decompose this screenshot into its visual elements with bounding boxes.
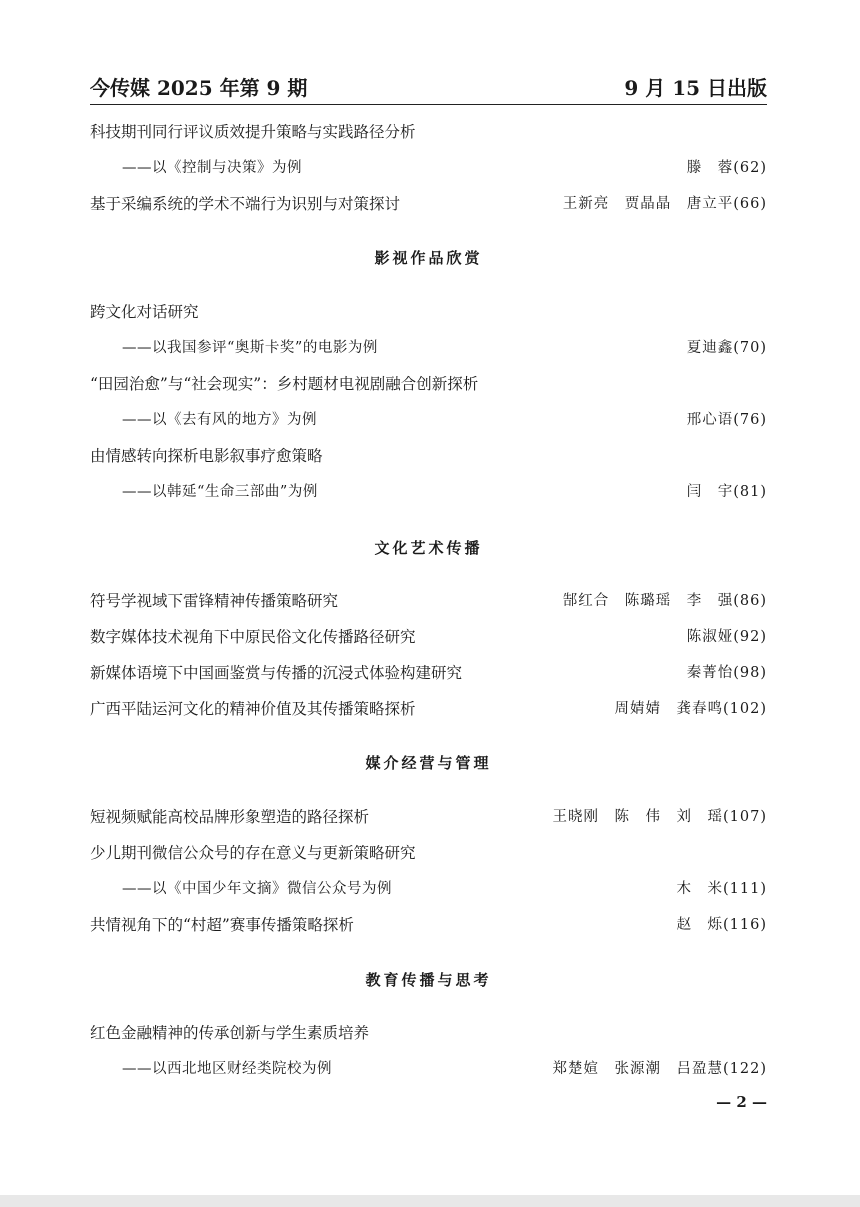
page-header: [90, 72, 767, 102]
article-title: 新媒体语境下中国画鉴赏与传播的沉浸式体验构建研究: [90, 664, 463, 682]
author-page: 木 米(111): [676, 881, 767, 897]
toc-entry: [90, 300, 767, 324]
article-title: 科技期刊同行评议质效提升策略与实践路径分析: [90, 123, 416, 141]
article-title: 跨文化对话研究: [90, 303, 199, 321]
toc-entry: [90, 805, 767, 829]
author-page: 王新亮 贾晶晶 唐立平(66): [562, 196, 767, 212]
author-page: 陈淑娅(92): [686, 629, 767, 645]
article-subtitle: ——以《中国少年文摘》微信公众号为例: [122, 881, 392, 897]
author-page: 郜红合 陈璐瑶 李 强(86): [562, 593, 767, 609]
section-heading: 文化艺术传播: [374, 539, 483, 557]
article-title: 数字媒体技术视角下中原民俗文化传播路径研究: [90, 628, 416, 646]
toc-subtitle-row: [90, 1057, 767, 1081]
section-heading: 媒介经营与管理: [365, 754, 492, 772]
article-title: “田园治愈”与“社会现实”：乡村题材电视剧融合创新探析: [90, 375, 479, 393]
article-subtitle: ——以西北地区财经类院校为例: [122, 1061, 332, 1077]
article-title: 广西平陆运河文化的精神价值及其传播策略探析: [90, 700, 416, 718]
journal-issue: 今传媒 2025 年第 9 期: [90, 76, 308, 100]
article-title: 少儿期刊微信公众号的存在意义与更新策略研究: [90, 844, 416, 862]
toc-entry: [90, 372, 767, 396]
article-subtitle: ——以《去有风的地方》为例: [122, 412, 317, 428]
article-title: 由情感转向探析电影叙事疗愈策略: [90, 447, 323, 465]
page-number: — 2 —: [716, 1093, 767, 1111]
section-heading: 影视作品欣赏: [374, 249, 483, 267]
toc-subtitle-row: [90, 408, 767, 432]
toc-entry: [90, 661, 767, 685]
author-page: 周婧婧 龚春鸣(102): [614, 701, 767, 717]
article-subtitle: ——以韩延“生命三部曲”为例: [122, 484, 318, 500]
article-title: 基于采编系统的学术不端行为识别与对策探讨: [90, 195, 401, 213]
article-subtitle: ——以《控制与决策》为例: [122, 160, 302, 176]
page-footer: [90, 1093, 767, 1117]
toc-entry: [90, 120, 767, 144]
toc-entry: [90, 841, 767, 865]
author-page: 郑楚媗 张源潮 吕盈慧(122): [552, 1061, 767, 1077]
toc-subtitle-row: [90, 336, 767, 360]
toc-subtitle-row: [90, 877, 767, 901]
toc-subtitle-row: [90, 480, 767, 504]
article-title: 共情视角下的“村超”赛事传播策略探析: [90, 916, 354, 934]
article-title: 红色金融精神的传承创新与学生素质培养: [90, 1024, 370, 1042]
toc-entry: [90, 913, 767, 937]
article-title: 短视频赋能高校品牌形象塑造的路径探析: [90, 808, 370, 826]
toc-entry: [90, 589, 767, 613]
publication-date: 9 月 15 日出版: [624, 76, 767, 100]
toc-entry: [90, 444, 767, 468]
toc-subtitle-row: [90, 156, 767, 180]
author-page: 闫 宇(81): [686, 484, 767, 500]
author-page: 王晓刚 陈 伟 刘 瑶(107): [552, 809, 767, 825]
header-rule: [90, 104, 767, 105]
author-page: 夏迪鑫(70): [686, 340, 767, 356]
author-page: 滕 蓉(62): [686, 160, 767, 176]
author-page: 秦菁怡(98): [686, 665, 767, 681]
toc-entry: [90, 625, 767, 649]
section-heading: 教育传播与思考: [365, 971, 492, 989]
bottom-band: [0, 1195, 860, 1207]
article-subtitle: ——以我国参评“奥斯卡奖”的电影为例: [122, 340, 378, 356]
toc-entry: [90, 1021, 767, 1045]
author-page: 邢心语(76): [686, 412, 767, 428]
toc-entry: [90, 697, 767, 721]
article-title: 符号学视域下雷锋精神传播策略研究: [90, 592, 339, 610]
toc-entry: [90, 192, 767, 216]
author-page: 赵 烁(116): [676, 917, 767, 933]
